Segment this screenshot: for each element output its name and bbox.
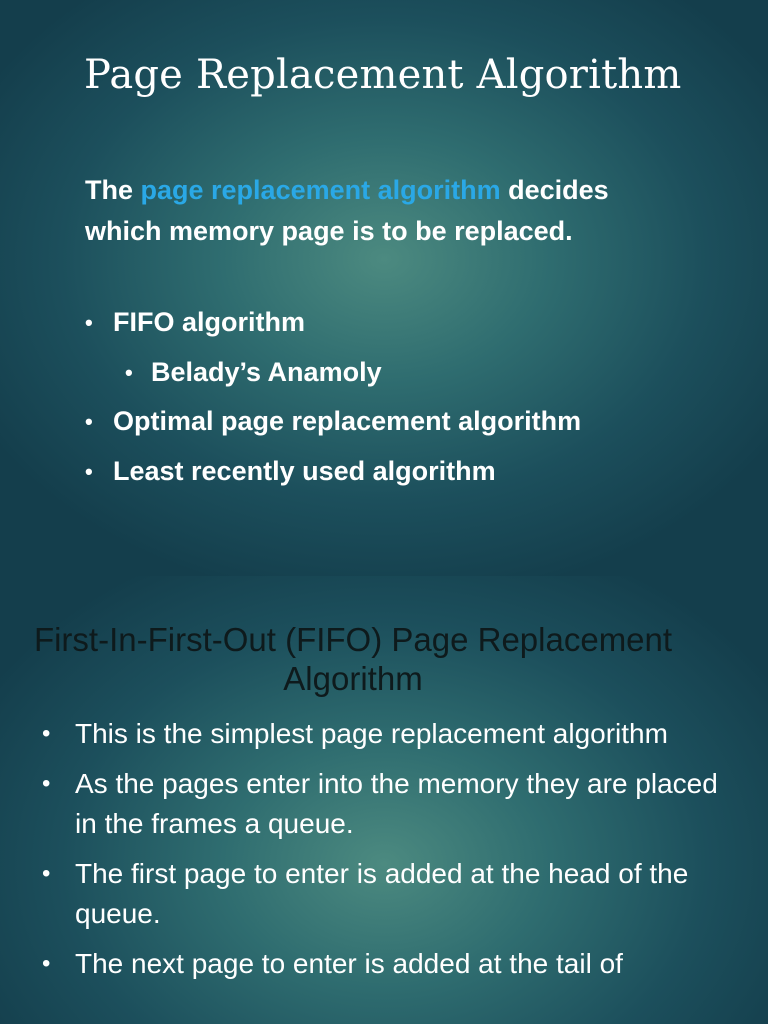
slide-title: First-In-First-Out (FIFO) Page Replacement Algorithm [33, 621, 673, 697]
intro-lead: The [85, 175, 141, 205]
list-item-text: Optimal page replacement algorithm [113, 406, 582, 436]
bullet-icon: • [85, 409, 93, 434]
intro-paragraph [85, 170, 645, 252]
list-item-text: As the pages enter into the memory they are placed in the frames a queue. [75, 768, 718, 839]
slide-title: Page Replacement Algorithm [84, 52, 682, 98]
list-item [85, 352, 725, 402]
bullet-icon: • [42, 720, 51, 747]
bullet-icon: • [85, 310, 93, 335]
list-item-text: Least recently used algorithm [113, 455, 496, 486]
list-item [42, 944, 732, 984]
list-item-text: The first page to enter is added at the head of the queue. [75, 858, 689, 929]
bullet-icon: • [125, 359, 133, 385]
list-item [85, 451, 725, 501]
list-item [42, 764, 732, 844]
list-item-text: FIFO algorithm [113, 307, 305, 337]
list-item [42, 714, 732, 754]
bullet-icon: • [85, 458, 93, 484]
list-item [85, 302, 725, 352]
bullet-icon: • [42, 770, 51, 797]
fifo-description-list [42, 714, 732, 994]
list-item [42, 854, 732, 934]
intro-rest: decides which memory page is to be replaced. [85, 175, 609, 246]
intro-highlight: page replacement algorithm [140, 175, 501, 205]
list-item [85, 401, 725, 451]
slide-fifo-algorithm [0, 576, 768, 1024]
bullet-icon: • [42, 950, 51, 977]
algorithm-list [85, 302, 725, 500]
list-item-text: The next page to enter is added at the tail of [75, 948, 623, 979]
list-item-text: Belady’s Anamoly [151, 356, 382, 387]
bullet-icon: • [42, 860, 51, 887]
list-item-text: This is the simplest page replacement algorithm [75, 718, 668, 749]
